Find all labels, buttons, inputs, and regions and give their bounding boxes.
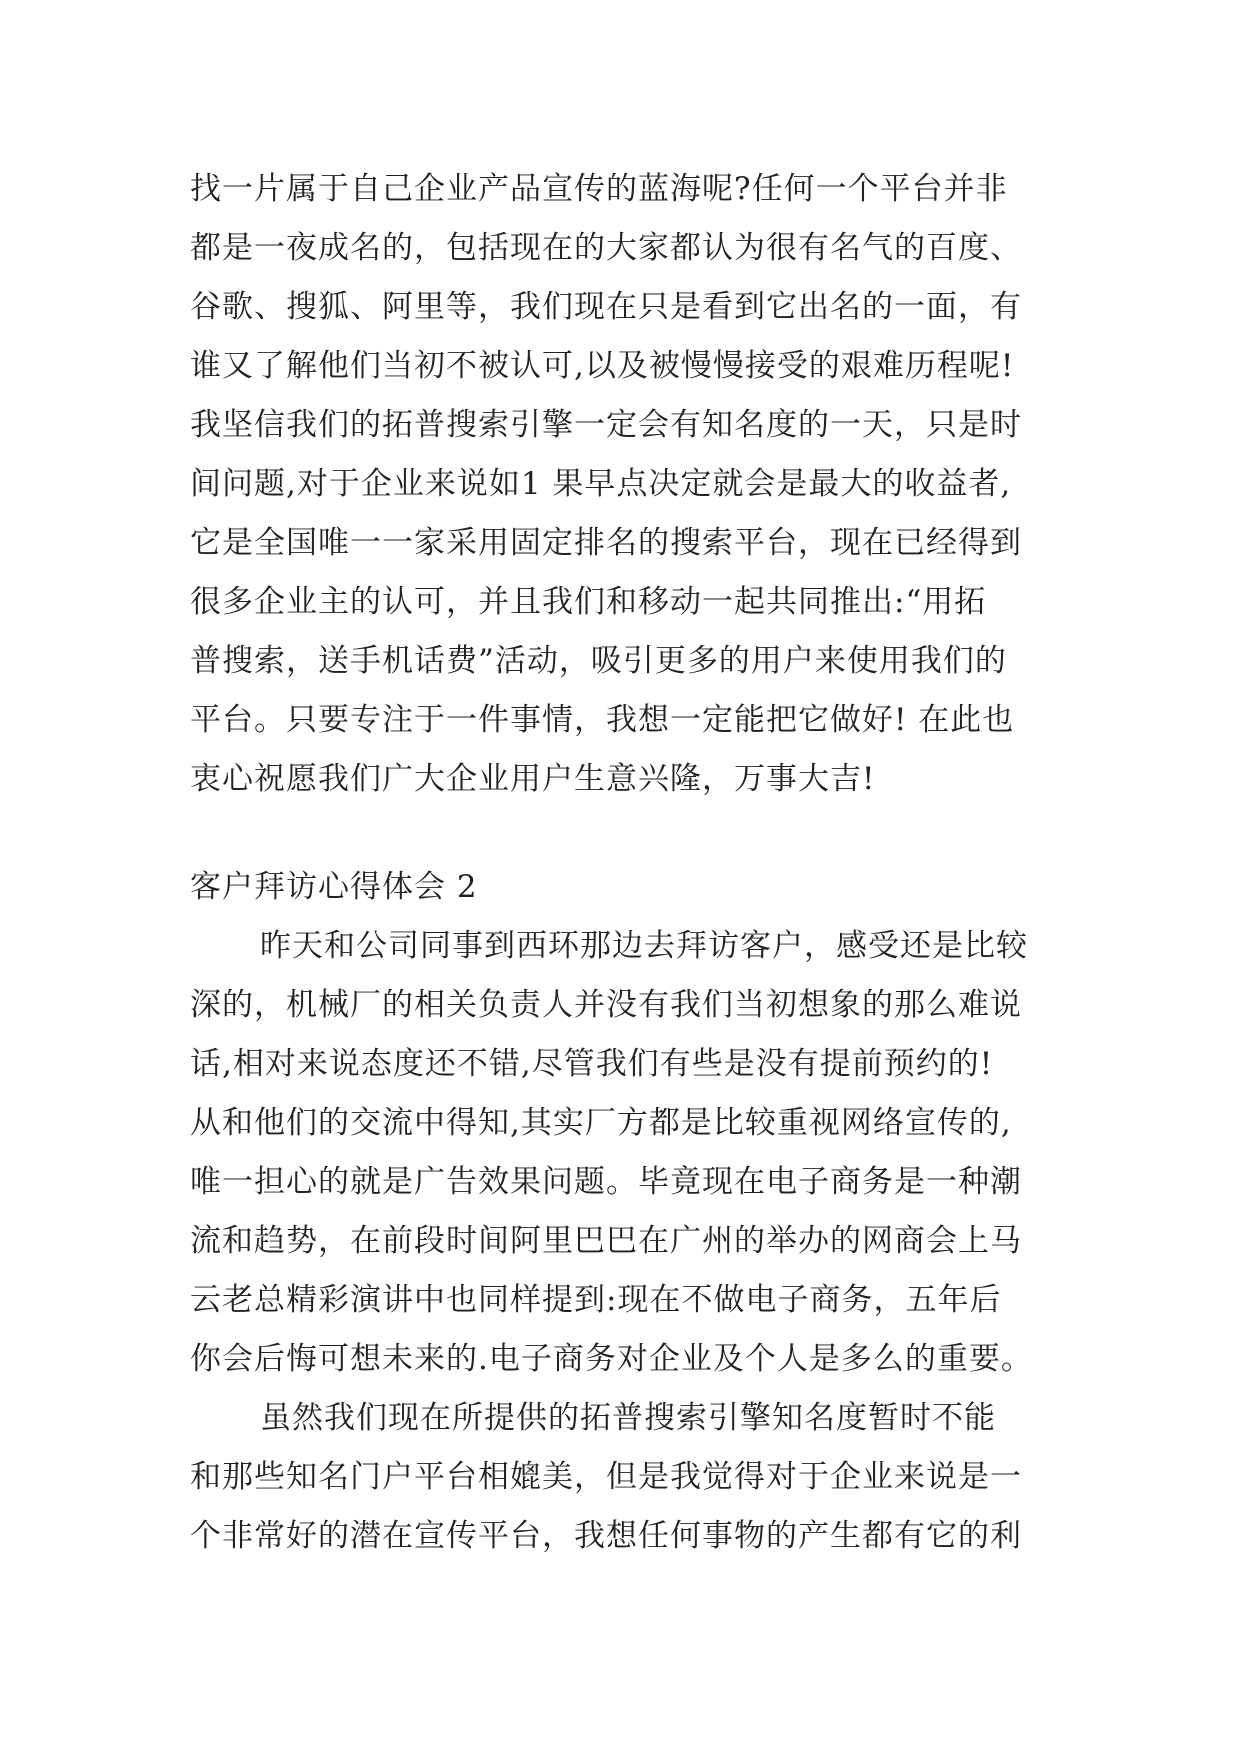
paragraph-line: 从和他们的交流中得知,其实厂方都是比较重视网络宣传的, bbox=[190, 1105, 1012, 1141]
paragraph-line: 唯一担心的就是广告效果问题。毕竟现在电子商务是一种潮 bbox=[190, 1164, 1022, 1200]
paragraph-line: 个非常好的潜在宣传平台，我想任何事物的产生都有它的利 bbox=[190, 1518, 1022, 1554]
paragraph-line: 找一片属于自己企业产品宣传的蓝海呢?任何一个平台并非 bbox=[190, 171, 1008, 207]
paragraph-line: 深的，机械厂的相关负责人并没有我们当初想象的那么难说 bbox=[190, 987, 1022, 1023]
paragraph-line: 云老总精彩演讲中也同样提到:现在不做电子商务，五年后 bbox=[190, 1282, 1002, 1318]
section-2-body bbox=[190, 858, 1070, 1566]
paragraph-line: 话,相对来说态度还不错,尽管我们有些是没有提前预约的! bbox=[190, 1046, 994, 1082]
paragraph-line: 都是一夜成名的，包括现在的大家都认为很有名气的百度、 bbox=[190, 230, 1022, 266]
section-1-body bbox=[190, 160, 1070, 809]
paragraph-line: 它是全国唯一一家采用固定排名的搜索平台，现在已经得到 bbox=[190, 525, 1022, 561]
paragraph-line: 普搜索，送手机话费”活动，吸引更多的用户来使用我们的 bbox=[190, 643, 1007, 679]
paragraph-line: 平台。只要专注于一件事情，我想一定能把它做好! 在此也 bbox=[190, 702, 1015, 738]
paragraph-line: 衷心祝愿我们广大企业用户生意兴隆，万事大吉! bbox=[190, 761, 876, 797]
paragraph-line: 昨天和公司同事到西环那边去拜访客户，感受还是比较 bbox=[260, 928, 1028, 964]
paragraph-line: 和那些知名门户平台相媲美，但是我觉得对于企业来说是一 bbox=[190, 1459, 1022, 1495]
paragraph-line: 我坚信我们的拓普搜索引擎一定会有知名度的一天，只是时 bbox=[190, 407, 1022, 443]
paragraph-line: 谁又了解他们当初不被认可,以及被慢慢接受的艰难历程呢! bbox=[190, 348, 1015, 384]
paragraph-line: 很多企业主的认可，并且我们和移动一起共同推出:“用拓 bbox=[190, 584, 987, 620]
paragraph-line: 间问题,对于企业来说如1 果早点决定就会是最大的收益者, bbox=[190, 466, 1012, 502]
section-heading: 客户拜访心得体会 2 bbox=[190, 869, 478, 905]
paragraph-line: 你会后悔可想未来的.电子商务对企业及个人是多么的重要。 bbox=[190, 1341, 1033, 1377]
paragraph-line: 虽然我们现在所提供的拓普搜索引擎知名度暂时不能 bbox=[260, 1400, 996, 1436]
paragraph-line: 流和趋势，在前段时间阿里巴巴在广州的举办的网商会上马 bbox=[190, 1223, 1022, 1259]
paragraph-line: 谷歌、搜狐、阿里等，我们现在只是看到它出名的一面，有 bbox=[190, 289, 1022, 325]
